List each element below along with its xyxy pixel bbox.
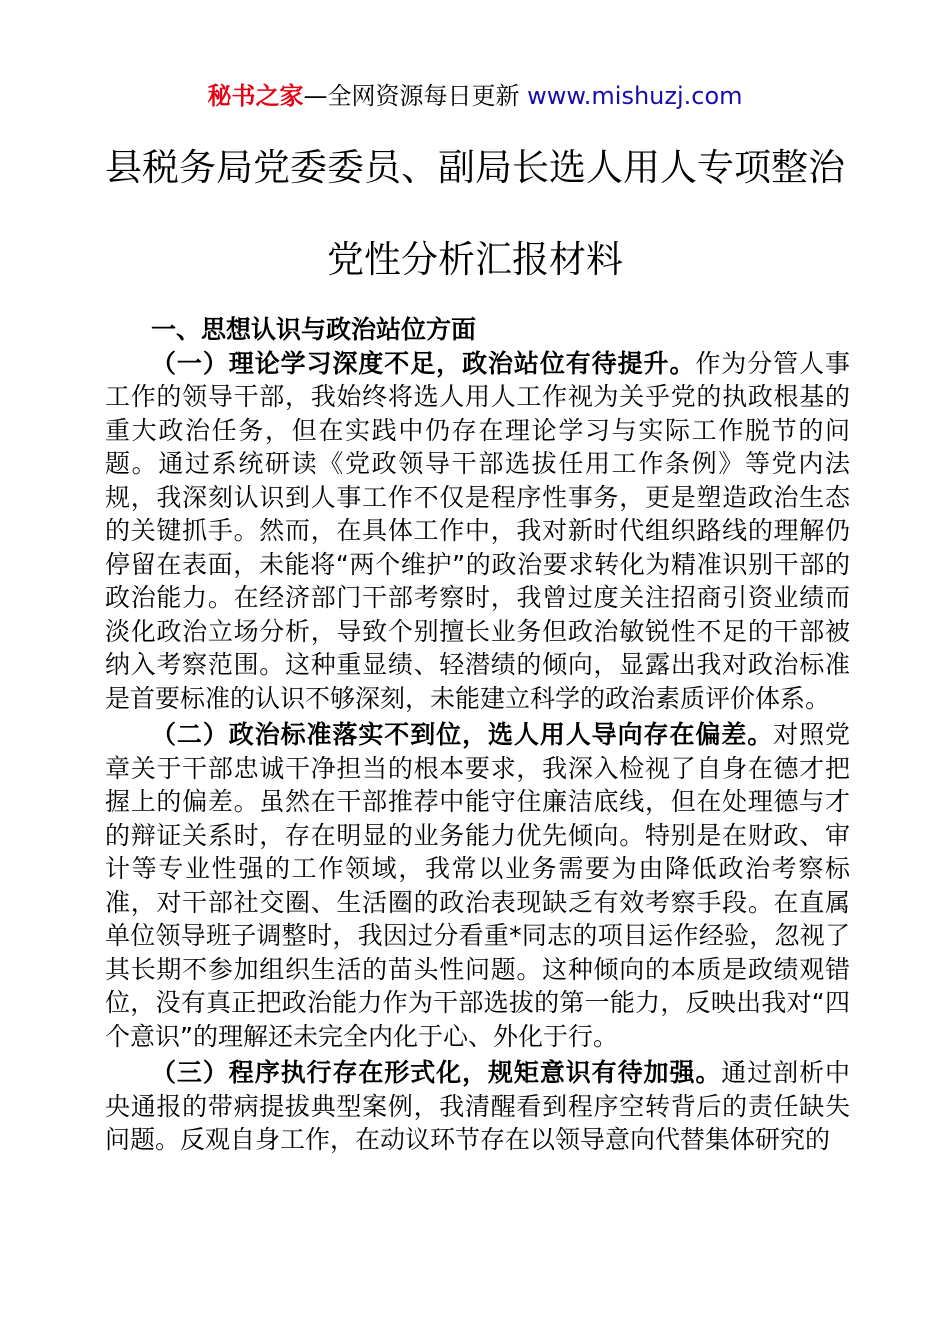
paragraph-3-lead: （三）程序执行存在形式化，规矩意识有待加强。 xyxy=(151,1058,722,1087)
site-brand: 秘书之家 xyxy=(207,82,304,110)
paragraph-1 xyxy=(105,347,850,716)
site-tagline: —全网资源每日更新 xyxy=(303,82,520,110)
document-title-line-1: 县税务局党委委员、副局长选人用人专项整治 xyxy=(105,146,845,189)
document-body xyxy=(105,313,850,1160)
paragraph-1-body: 作为分管人事工作的领导干部，我始终将选人用人工作视为关乎党的执政根基的重大政治任务，但在实践中仍存在理论学习与实际工作脱节的问题。通过系统研读《党政领导干部选拔任用工作条例》等党内法规，我深刻认识到人事工作不仅是程序性事务，更是塑造政治生态的关键抓手。然而，在具体工作中，我对新时代组织路线的理解仍停留在表面，未能将“两个维护”的政治要求转化为精准识别干部的政治能力。在经济部门干部考察时，我曾过度关注招商引资业绩而淡化政治立场分析，导致个别擅长业务但政治敏锐性不足的干部被纳入考察范围。这种重显绩、轻潜绩的倾向，显露出我对政治标准是首要标准的认识不够深刻，未能建立科学的政治素质评价体系。 xyxy=(105,348,850,713)
paragraph-2 xyxy=(105,718,850,1053)
site-url-link[interactable]: www.mishuzj.com xyxy=(527,82,743,110)
paragraph-2-lead: （二）政治标准落实不到位，选人用人导向存在偏差。 xyxy=(151,720,774,749)
section-heading: 一、思想认识与政治站位方面 xyxy=(151,315,477,344)
paragraph-3-body: 通过剖析中央通报的带病提拔典型案例，我清醒看到程序空转背后的责任缺失问题。反观自身工作，在动议环节存在以领导意向代替集体研究的 xyxy=(105,1058,850,1154)
paragraph-3 xyxy=(105,1056,850,1157)
site-header xyxy=(0,80,950,112)
paragraph-1-lead: （一）理论学习深度不足，政治站位有待提升。 xyxy=(151,348,696,378)
document-title-line-2: 党性分析汇报材料 xyxy=(327,238,623,281)
paragraph-2-body: 对照党章关于干部忠诚干净担当的根本要求，我深入检视了自身在德才把握上的偏差。虽然在干部推荐中能守住廉洁底线，但在处理德与才的辩证关系时，存在明显的业务能力优先倾向。特别是在财政、审计等专业性强的工作领域，我常以业务需要为由降低政治考察标准，对干部社交圈、生活圈的政治表现缺乏有效考察手段。在直属单位领导班子调整时，我因过分看重*同志的项目运作经验，忽视了其长期不参加组织生活的苗头性问题。这种倾向的本质是政绩观错位，没有真正把政治能力作为干部选拔的第一能力，反映出我对“四个意识”的理解还未完全内化于心、外化于行。 xyxy=(105,720,850,1051)
